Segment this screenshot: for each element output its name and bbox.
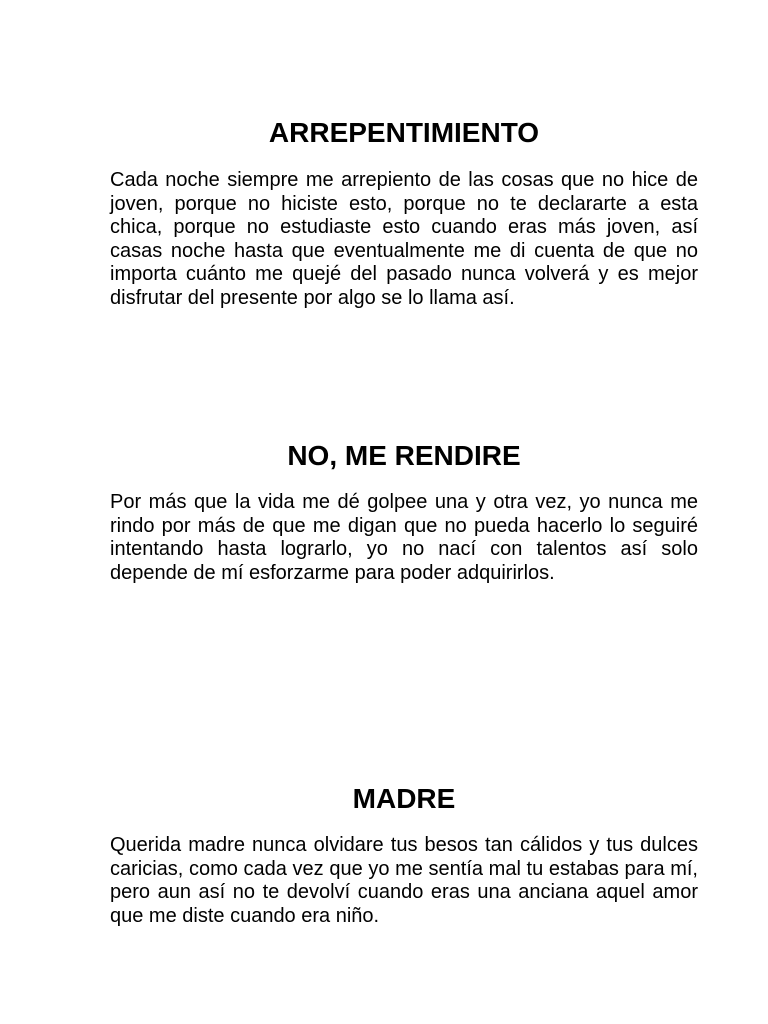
section-no-me-rendire	[110, 439, 698, 585]
section-madre	[110, 782, 698, 928]
section-title: ARREPENTIMIENTO	[268, 117, 540, 148]
section-body: Cada noche siempre me arrepiento de las cosas que no hice de joven, porque no hiciste esto, porque no te declararte a esta chica, porque no estudiaste esto cuando eras más joven, así casas noche hasta que eventualmente me di cuenta de que no importa cuánto me quejé del pasado nunca volverá y es mejor disfrutar del presente por algo se lo llama así.	[110, 169, 698, 309]
section-body: Querida madre nunca olvidare tus besos tan cálidos y tus dulces caricias, como cada vez que yo me sentía mal tu estabas para mí, pero aun así no te devolví cuando eras una anciana aquel amor que me diste cuando era niño.	[110, 834, 698, 927]
section-title: MADRE	[352, 783, 456, 814]
section-arrepentimiento	[110, 116, 698, 311]
section-title: NO, ME RENDIRE	[287, 440, 521, 471]
section-body: Por más que la vida me dé golpee una y otra vez, yo nunca me rindo por más de que me digan que no pueda hacerlo lo seguiré intentando hasta lograrlo, yo no nací con talentos así solo depende de mí esforzarme para poder adquirirlos.	[110, 491, 698, 584]
